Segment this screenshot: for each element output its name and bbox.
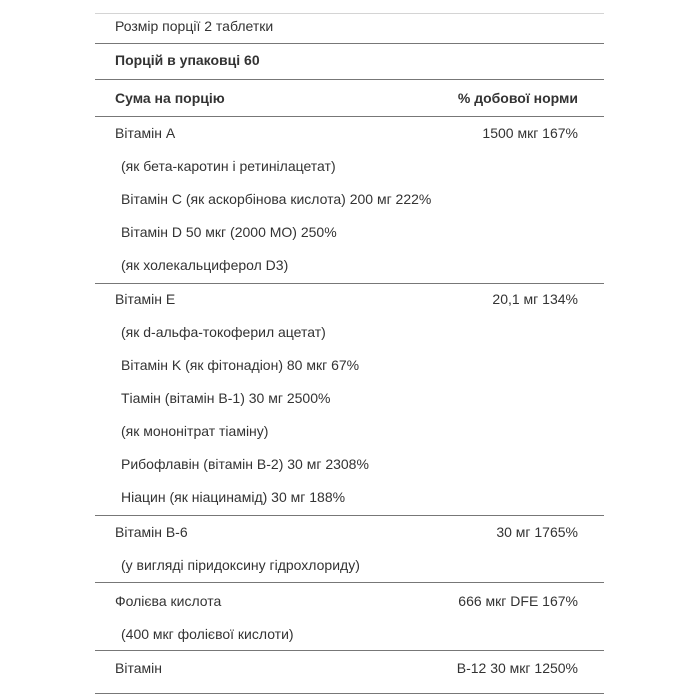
nutrient-name: Вітамін A [115,125,176,141]
divider [95,582,604,583]
divider [95,650,604,651]
amount-per-serving-header: Сума на порцію [115,90,225,106]
nutrient-detail-line: Вітамін D 50 мкг (2000 МО) 250% [121,224,337,240]
nutrient-detail-line: (як мононітрат тіаміну) [121,423,269,439]
nutrient-detail-line: (у вигляді піридоксину гідрохлориду) [121,557,360,573]
divider [95,116,604,117]
nutrient-value: 666 мкг DFE 167% [458,593,578,609]
nutrient-name: Вітамін [115,660,162,676]
nutrient-value: B-12 30 мкг 1250% [456,660,578,676]
divider [95,79,604,80]
nutrient-detail-line: Рибофлавін (вітамін B-2) 30 мг 2308% [121,456,369,472]
nutrient-detail-line: (як бета-каротин і ретинілацетат) [121,158,336,174]
nutrient-detail-line: (як d-альфа-токоферил ацетат) [121,324,326,340]
nutrient-name: Вітамін E [115,291,176,307]
nutrient-detail-line: Тіамін (вітамін B-1) 30 мг 2500% [121,390,331,406]
serving-size: Розмір порції 2 таблетки [115,18,274,34]
nutrient-name: Вітамін B-6 [115,524,188,540]
supplement-facts-table [95,0,604,700]
divider [95,515,604,516]
bottom-divider [95,693,604,694]
nutrient-name: Фолієва кислота [115,593,222,609]
nutrient-value: 30 мг 1765% [496,524,578,540]
nutrient-detail-line: (як холекальциферол D3) [121,257,289,273]
nutrient-detail-line: Вітамін C (як аскорбінова кислота) 200 мг 222% [121,191,432,207]
nutrient-value: 1500 мкг 167% [482,125,578,141]
nutrient-detail-line: Ніацин (як ніацинамід) 30 мг 188% [121,489,346,505]
nutrient-detail-line: Вітамін K (як фітонадіон) 80 мкг 67% [121,357,360,373]
divider [95,43,604,44]
top-divider [95,13,604,14]
nutrient-value: 20,1 мг 134% [492,291,578,307]
daily-value-header: % добової норми [457,90,578,106]
nutrient-detail-line: (400 мкг фолієвої кислоти) [121,626,294,642]
servings-per-container: Порцій в упаковці 60 [115,52,260,68]
divider [95,283,604,284]
